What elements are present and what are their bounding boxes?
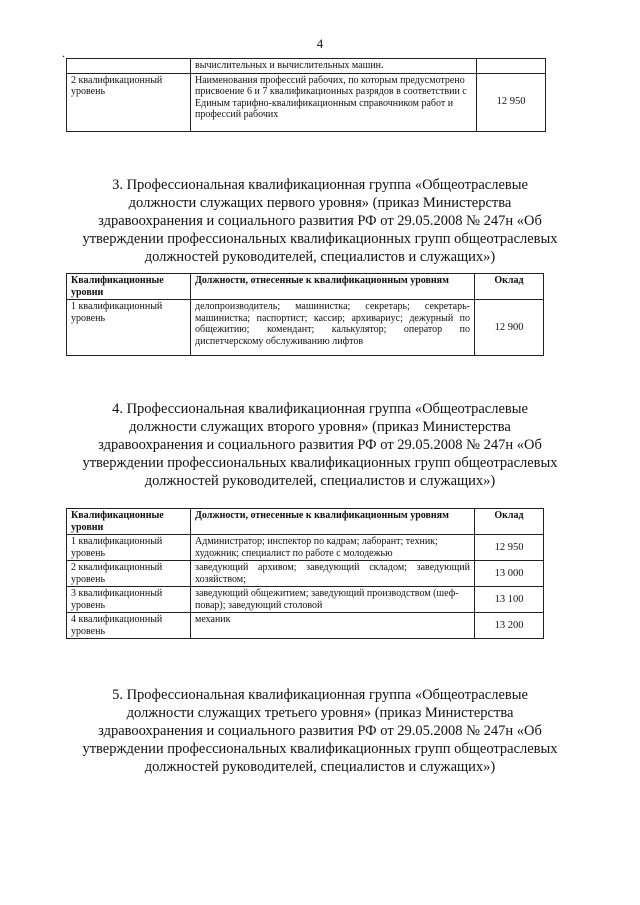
table-row [67,535,544,561]
table-cell-level: 2 квалификационный уровень [67,561,191,587]
table-section4 [66,508,544,639]
table-continuation [66,58,546,132]
table-cell-salary: 12 950 [477,73,546,131]
table-cell-salary: 13 000 [475,561,544,587]
table-cell-salary: 12 950 [475,535,544,561]
table-cell-level: 3 квалификационный уровень [67,587,191,613]
table-cell-salary: 12 900 [475,300,544,356]
column-header-levels: Квалификационные уровни [67,509,191,535]
table-cell-level: 1 квалификационный уровень [67,300,191,356]
table-cell-positions: заведующий общежитием; заведующий производством (шеф-повар); заведующий столовой [191,587,475,613]
table-row [67,613,544,639]
table-row [67,561,544,587]
column-header-positions: Должности, отнесенные к квалификационным уровням [191,274,475,300]
table-section3 [66,273,544,356]
table-header-row [67,274,544,300]
column-header-levels: Квалификационные уровни [67,274,191,300]
column-header-salary: Оклад [475,274,544,300]
table-cell-empty [477,59,546,74]
page-number: 4 [316,36,324,51]
table-cell-positions: делопроизводитель; машинистка; секретарь; секретарь-машинистка; паспортист; кассир; архивариус; дежурный по общежитию; комендант; калькулятор; оператор по диспетчерскому обслуживанию лифтов [191,300,475,356]
table-cell-positions: вычислительных и вычислительных машин. [191,59,477,74]
table-header-row [67,509,544,535]
table-cell-level: 1 квалификационный уровень [67,535,191,561]
table-cell-salary: 13 200 [475,613,544,639]
column-header-positions: Должности, отнесенные к квалификационным уровням [191,509,475,535]
column-header-salary: Оклад [475,509,544,535]
table-cell-positions: заведующий архивом; заведующий складом; заведующий хозяйством; [191,561,475,587]
table-cell-positions: механик [191,613,475,639]
table-cell-level: 2 квалификационный уровень [67,73,191,131]
stray-dot: . [62,46,65,60]
table-row [67,300,544,356]
table-cell-positions: Администратор; инспектор по кадрам; лаборант; техник; художник; специалист по работе с молодежью [191,535,475,561]
table-cell-level: 4 квалификационный уровень [67,613,191,639]
table-cell-empty [67,59,191,74]
table-row [67,587,544,613]
table-row [67,59,546,74]
section5-heading: 5. Профессиональная квалификационная группа «Общеотраслевые должности служащих третьего уровня» (приказ Министерства здравоохранения и социального развития РФ от 29.05.2008 № 247н «Об утверждении профессиональных квалификационных групп общеотраслевых должностей руководителей, специалистов и служащих») [82,687,558,775]
section4-heading: 4. Профессиональная квалификационная группа «Общеотраслевые должности служащих второго уровня» (приказ Министерства здравоохранения и социального развития РФ от 29.05.2008 № 247н «Об утверждении профессиональных квалификационных групп общеотраслевых должностей руководителей, специалистов и служащих») [82,401,558,489]
table-row [67,73,546,131]
section3-heading: 3. Профессиональная квалификационная группа «Общеотраслевые должности служащих первого уровня» (приказ Министерства здравоохранения и социального развития РФ от 29.05.2008 № 247н «Об утверждении профессиональных квалификационных групп общеотраслевых должностей руководителей, специалистов и служащих») [82,177,558,265]
table-cell-positions: Наименования профессий рабочих, по которым предусмотрено присвоение 6 и 7 квалификационных разрядов в соответствии с Единым тарифно-квалификационным справочником работ и профессий рабочих [191,73,477,131]
table-cell-salary: 13 100 [475,587,544,613]
